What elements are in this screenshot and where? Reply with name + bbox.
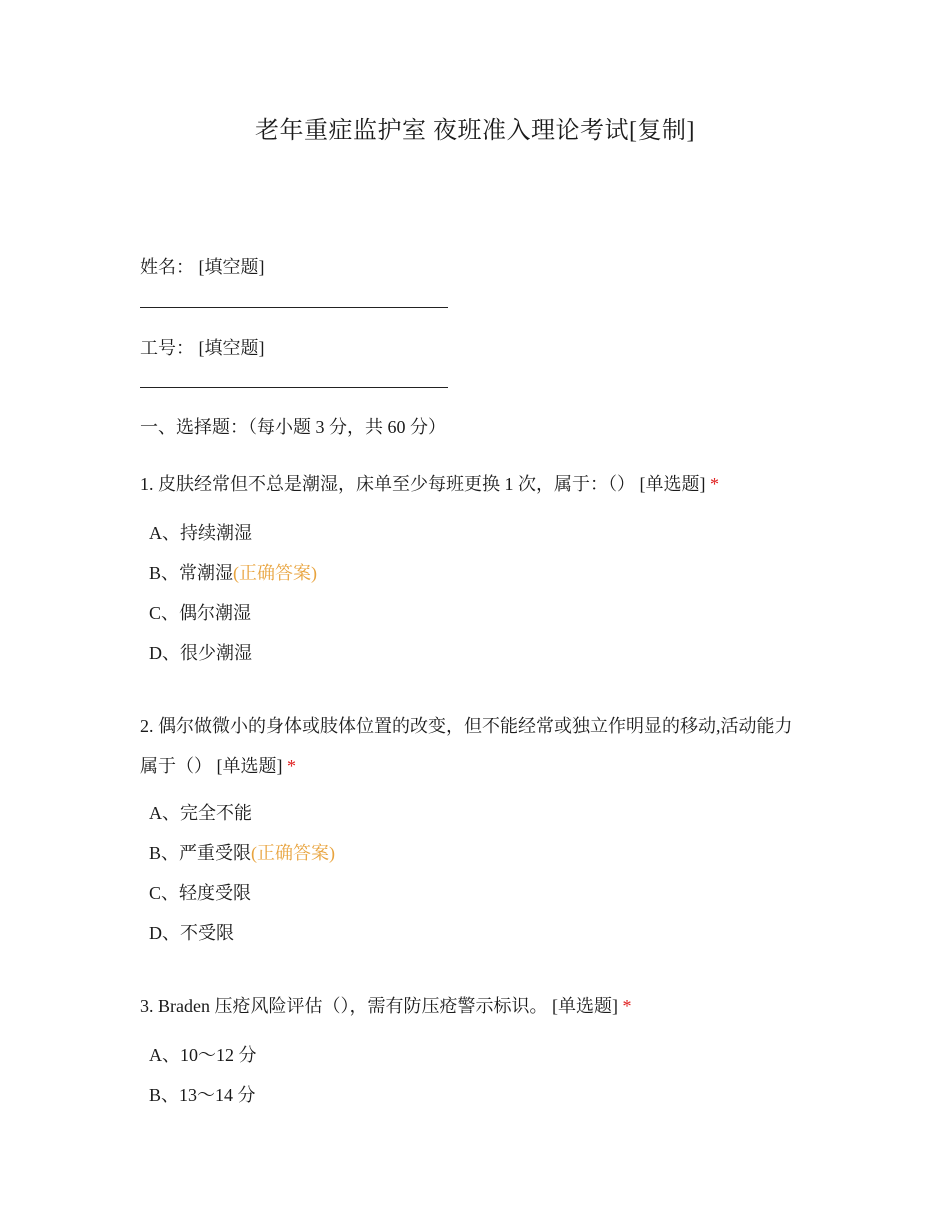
employee-id-label: 工号：	[140, 338, 194, 358]
question-3-option-b[interactable]	[149, 1081, 256, 1107]
option-text: B、严重受限	[149, 843, 252, 863]
option-text: D、很少潮湿	[149, 643, 252, 663]
option-text: A、持续潮湿	[149, 523, 252, 543]
name-blank-line[interactable]	[140, 307, 448, 308]
correct-answer-label: (正确答案)	[233, 563, 318, 583]
question-1-option-a[interactable]	[149, 519, 252, 545]
question-2-option-a[interactable]	[149, 799, 252, 825]
question-1-option-d[interactable]	[149, 639, 252, 665]
question-2-text: 2. 偶尔做微小的身体或肢体位置的改变，但不能经常或独立作明显的移动,活动能力属于（） [单选题]	[140, 716, 793, 776]
option-text: A、10～12 分	[149, 1045, 257, 1065]
correct-answer-label: (正确答案)	[251, 843, 336, 863]
option-text: C、轻度受限	[149, 883, 252, 903]
option-text: B、13～14 分	[149, 1085, 256, 1105]
question-2-option-b[interactable]	[149, 839, 335, 865]
question-2-option-d[interactable]	[149, 919, 234, 945]
page-title: 老年重症监护室 夜班准入理论考试[复制]	[255, 118, 695, 144]
employee-id-field-label	[140, 334, 265, 360]
question-1-option-b[interactable]	[149, 559, 317, 585]
employee-id-question-type: [填空题]	[198, 338, 265, 358]
question-2	[140, 706, 805, 786]
name-field-label	[140, 253, 265, 279]
name-label: 姓名：	[140, 257, 194, 277]
name-question-type: [填空题]	[198, 257, 265, 277]
question-1-text: 1. 皮肤经常但不总是潮湿，床单至少每班更换 1 次，属于：（） [单选题]	[140, 474, 706, 494]
option-text: B、常潮湿	[149, 563, 234, 583]
question-2-option-c[interactable]	[149, 879, 251, 905]
employee-id-blank-line[interactable]	[140, 387, 448, 388]
required-star: *	[622, 996, 632, 1016]
required-star: *	[287, 756, 296, 776]
question-3-option-a[interactable]	[149, 1041, 257, 1067]
question-1-option-c[interactable]	[149, 599, 251, 625]
required-star: *	[710, 474, 719, 494]
option-text: A、完全不能	[149, 803, 252, 823]
question-3	[140, 986, 820, 1026]
option-text: C、偶尔潮湿	[149, 603, 252, 623]
option-text: D、不受限	[149, 923, 234, 943]
section-heading: 一、选择题：（每小题 3 分，共 60 分）	[140, 417, 446, 437]
question-1	[140, 464, 820, 504]
question-3-text: 3. Braden 压疮风险评估（），需有防压疮警示标识。 [单选题]	[140, 996, 618, 1016]
